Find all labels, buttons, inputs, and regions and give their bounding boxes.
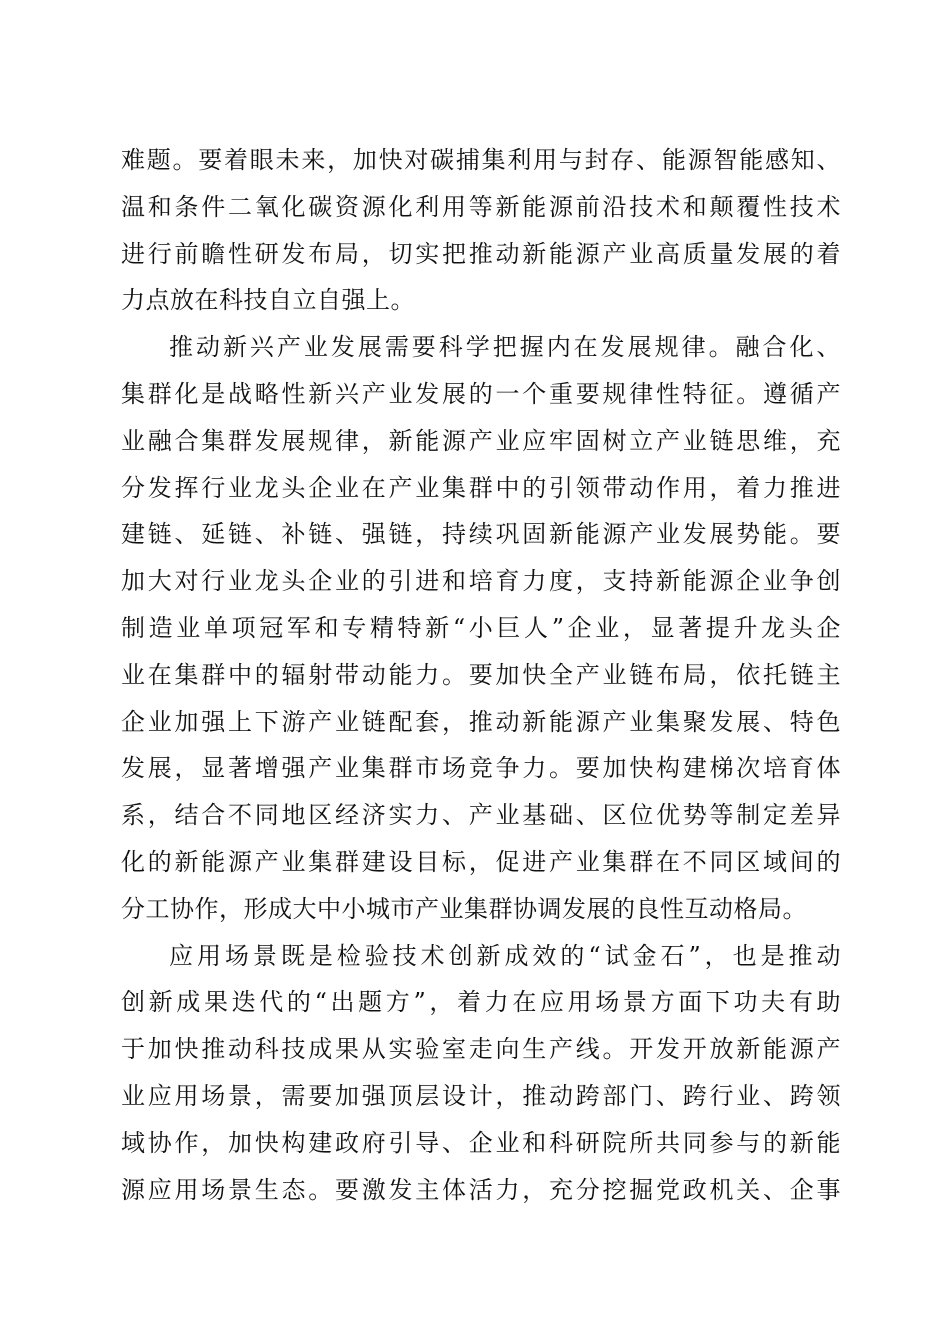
text-line: 分发挥行业龙头企业在产业集群中的引领带动作用，着力推进 (121, 473, 841, 502)
text-line: 集群化是战略性新兴产业发展的一个重要规律性特征。遵循产 (121, 379, 841, 408)
text-line: 发展，显著增强产业集群市场竞争力。要加快构建梯次培育体 (121, 754, 841, 783)
text-line: 域协作，加快构建政府引导、企业和科研院所共同参与的新能 (121, 1128, 841, 1157)
body-text (121, 137, 841, 1213)
text-line: 分工协作，形成大中小城市产业集群协调发展的良性互动格局。 (121, 894, 807, 923)
text-line: 化的新能源产业集群建设目标，促进产业集群在不同区域间的 (121, 847, 841, 876)
text-line: 进行前瞻性研发布局，切实把推动新能源产业高质量发展的着 (121, 239, 841, 268)
text-line: 企业加强上下游产业链配套，推动新能源产业集聚发展、特色 (121, 707, 841, 736)
text-line: 加大对行业龙头企业的引进和培育力度，支持新能源企业争创 (121, 567, 841, 596)
text-line: 业应用场景，需要加强顶层设计，推动跨部门、跨行业、跨领 (121, 1081, 841, 1110)
text-line: 难题。要着眼未来，加快对碳捕集利用与封存、能源智能感知、 (121, 146, 841, 174)
text-line: 创新成果迭代的“出题方”，着力在应用场景方面下功夫有助 (121, 988, 841, 1017)
text-line: 建链、延链、补链、强链，持续巩固新能源产业发展势能。要 (121, 520, 841, 549)
text-line: 力点放在科技自立自强上。 (121, 286, 415, 315)
text-line: 系，结合不同地区经济实力、产业基础、区位优势等制定差异 (121, 801, 841, 830)
text-line: 制造业单项冠军和专精特新“小巨人”企业，显著提升龙头企 (121, 613, 841, 642)
text-line: 源应用场景生态。要激发主体活力，充分挖掘党政机关、企事 (121, 1175, 841, 1204)
text-line: 于加快推动科技成果从实验室走向生产线。开发开放新能源产 (121, 1035, 841, 1064)
text-line: 业融合集群发展规律，新能源产业应牢固树立产业链思维，充 (121, 426, 841, 455)
text-line: 温和条件二氧化碳资源化利用等新能源前沿技术和颠覆性技术 (121, 192, 841, 221)
text-line: 业在集群中的辐射带动能力。要加快全产业链布局，依托链主 (121, 660, 841, 689)
text-line: 应用场景既是检验技术创新成效的“试金石”，也是推动 (169, 941, 841, 970)
text-line: 推动新兴产业发展需要科学把握内在发展规律。融合化、 (169, 333, 841, 362)
